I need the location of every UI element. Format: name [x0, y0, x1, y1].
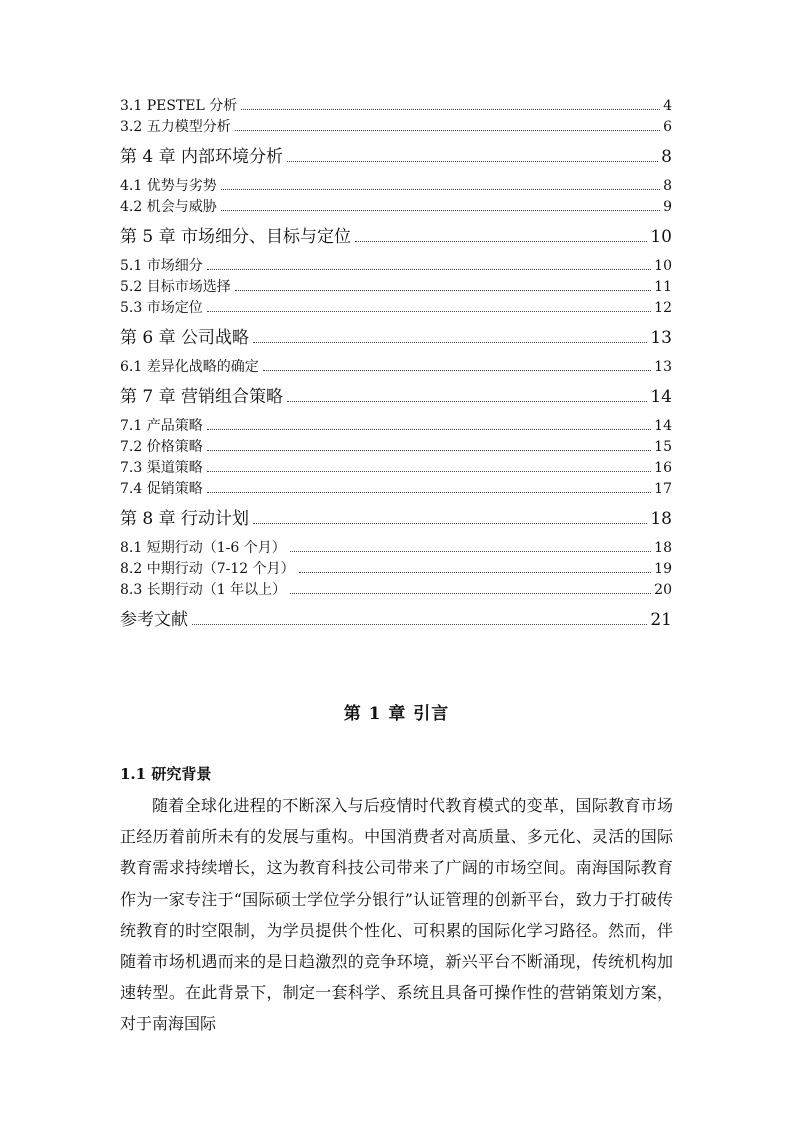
toc-section-entry[interactable]: [120, 538, 672, 559]
toc-section-entry[interactable]: [120, 117, 672, 138]
toc-entry-title: 8.3 长期行动（1 年以上）: [120, 582, 287, 598]
toc-dot-leader: [221, 210, 660, 211]
toc-section-entry[interactable]: [120, 96, 672, 117]
toc-dot-leader: [290, 551, 651, 552]
toc-entry-title: 第 4 章 内部环境分析: [120, 147, 284, 167]
toc-page-number: 18: [654, 540, 672, 556]
toc-entry-title: 5.3 市场定位: [120, 300, 203, 316]
toc-dot-leader: [253, 523, 647, 524]
toc-entry-title: 6.1 差异化战略的确定: [120, 359, 259, 375]
toc-dot-leader: [207, 471, 651, 472]
toc-chapter-entry[interactable]: [120, 609, 672, 631]
toc-chapter-entry[interactable]: [120, 226, 672, 248]
toc-dot-leader: [299, 572, 652, 573]
toc-section-entry[interactable]: [120, 458, 672, 479]
toc-page-number: 11: [654, 279, 672, 295]
toc-page-number: 21: [650, 610, 672, 630]
table-of-contents: [120, 96, 672, 639]
toc-section-entry[interactable]: [120, 437, 672, 458]
toc-entry-title: 8.1 短期行动（1-6 个月）: [120, 540, 286, 556]
toc-dot-leader: [253, 342, 647, 343]
toc-dot-leader: [241, 109, 660, 110]
toc-dot-leader: [207, 311, 651, 312]
toc-chapter-entry[interactable]: [120, 386, 672, 408]
toc-section-entry[interactable]: [120, 298, 672, 319]
toc-dot-leader: [207, 492, 651, 493]
toc-section-entry[interactable]: [120, 416, 672, 437]
toc-entry-title: 7.2 价格策略: [120, 439, 203, 455]
toc-dot-leader: [207, 450, 651, 451]
toc-section-entry[interactable]: [120, 580, 672, 601]
toc-page-number: 8: [661, 147, 672, 167]
toc-section-entry[interactable]: [120, 479, 672, 500]
toc-page-number: 9: [663, 199, 672, 215]
toc-entry-title: 5.1 市场细分: [120, 258, 203, 274]
toc-page-number: 18: [650, 509, 672, 529]
toc-page-number: 10: [654, 258, 672, 274]
toc-dot-leader: [207, 429, 651, 430]
toc-entry-title: 7.3 渠道策略: [120, 460, 203, 476]
toc-entry-title: 参考文献: [120, 610, 188, 630]
toc-dot-leader: [235, 290, 651, 291]
toc-page-number: 12: [654, 300, 672, 316]
toc-page-number: 20: [654, 582, 672, 598]
toc-entry-title: 7.1 产品策略: [120, 418, 203, 434]
toc-chapter-entry[interactable]: [120, 327, 672, 349]
toc-page-number: 14: [654, 418, 672, 434]
toc-section-entry[interactable]: [120, 197, 672, 218]
toc-entry-title: 第 8 章 行动计划: [120, 509, 250, 529]
toc-dot-leader: [263, 370, 651, 371]
toc-page-number: 8: [663, 178, 672, 194]
toc-page-number: 17: [654, 481, 672, 497]
toc-entry-title: 7.4 促销策略: [120, 481, 203, 497]
toc-page-number: 6: [663, 119, 672, 135]
toc-page-number: 19: [654, 561, 672, 577]
section-heading: 1.1 研究背景: [120, 765, 212, 783]
toc-section-entry[interactable]: [120, 176, 672, 197]
chapter-heading: 第 1 章 引言: [343, 704, 450, 724]
toc-page-number: 16: [654, 460, 672, 476]
toc-entry-title: 第 5 章 市场细分、目标与定位: [120, 227, 352, 247]
toc-page-number: 15: [654, 439, 672, 455]
toc-section-entry[interactable]: [120, 559, 672, 580]
toc-entry-title: 8.2 中期行动（7-12 个月）: [120, 561, 295, 577]
toc-dot-leader: [221, 189, 660, 190]
toc-page-number: 13: [650, 328, 672, 348]
toc-entry-title: 第 6 章 公司战略: [120, 328, 250, 348]
toc-page-number: 14: [650, 387, 672, 407]
toc-dot-leader: [287, 401, 647, 402]
toc-dot-leader: [192, 624, 647, 625]
toc-section-entry[interactable]: [120, 357, 672, 378]
toc-chapter-entry[interactable]: [120, 508, 672, 530]
toc-dot-leader: [290, 593, 651, 594]
toc-entry-title: 5.2 目标市场选择: [120, 279, 231, 295]
toc-dot-leader: [355, 241, 647, 242]
toc-section-entry[interactable]: [120, 277, 672, 298]
toc-page-number: 4: [663, 98, 672, 114]
toc-entry-title: 4.2 机会与威胁: [120, 199, 217, 215]
toc-dot-leader: [287, 161, 658, 162]
toc-entry-title: 4.1 优势与劣势: [120, 178, 217, 194]
toc-entry-title: 第 7 章 营销组合策略: [120, 387, 284, 407]
toc-chapter-entry[interactable]: [120, 146, 672, 168]
toc-page-number: 10: [650, 227, 672, 247]
toc-dot-leader: [207, 269, 651, 270]
toc-page-number: 13: [654, 359, 672, 375]
toc-entry-title: 3.1 PESTEL 分析: [120, 98, 238, 114]
body-paragraph: 随着全球化进程的不断深入与后疫情时代教育模式的变革，国际教育市场正经历着前所未有的发展与重构。中国消费者对高质量、多元化、灵活的国际教育需求持续增长，这为教育科技公司带来了广阔的市场空间。南海国际教育作为一家专注于“国际硕士学位学分银行”认证管理的创新平台，致力于打破传统教育的时空限制，为学员提供个性化、可积累的国际化学习路径。然而，伴随着市场机遇而来的是日趋激烈的竞争环境，新兴平台不断涌现，传统机构加速转型。在此背景下，制定一套科学、系统且具备可操作性的营销策划方案，对于南海国际: [120, 796, 673, 1034]
toc-dot-leader: [235, 130, 660, 131]
toc-section-entry[interactable]: [120, 256, 672, 277]
toc-entry-title: 3.2 五力模型分析: [120, 119, 231, 135]
